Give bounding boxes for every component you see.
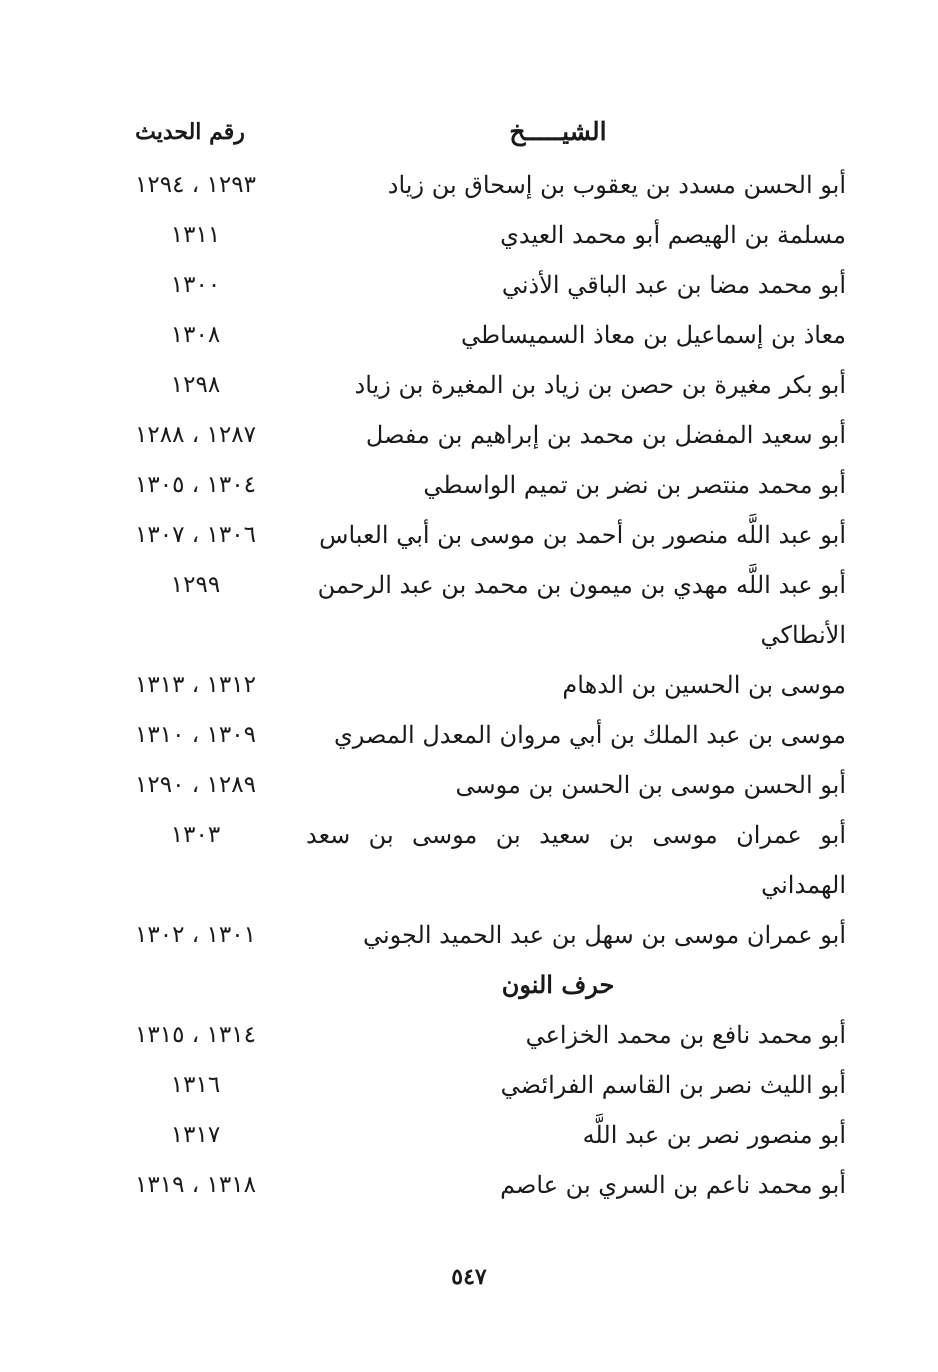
list-item (0, 360, 938, 410)
sheikh-name: أبو عمران موسى بن سعيد بن موسى بن سعد (306, 821, 846, 849)
list-item (0, 1160, 938, 1210)
sheikh-name: أبو عمران موسى بن سهل بن عبد الحميد الجوني (362, 921, 846, 949)
hadith-numbers: ١٣٠٤ ، ١٣٠٥ (135, 472, 256, 498)
hadith-numbers: ١٣١٨ ، ١٣١٩ (135, 1172, 256, 1198)
sheikh-name: موسى بن عبد الملك بن أبي مروان المعدل المصري (334, 721, 846, 749)
list-item (0, 1010, 938, 1060)
list-item (0, 410, 938, 460)
sheikh-name: أبو محمد منتصر بن نضر بن تميم الواسطي (423, 471, 846, 499)
table-header (0, 112, 938, 152)
sheikh-name: الأنطاكي (760, 621, 846, 649)
hadith-numbers: ١٢٨٧ ، ١٢٨٨ (135, 422, 256, 448)
sheikh-name: أبو محمد مضا بن عبد الباقي الأذني (501, 271, 846, 299)
hadith-number-column-heading: رقم الحديث (135, 119, 245, 145)
sheikh-name: أبو الحسن موسى بن الحسن بن موسى (455, 771, 846, 799)
list-item (0, 260, 938, 310)
hadith-numbers: ١٣١٤ ، ١٣١٥ (135, 1022, 256, 1048)
list-item (0, 210, 938, 260)
hadith-numbers: ١٢٩٩ (170, 572, 221, 598)
hadith-numbers: ١٣١٢ ، ١٣١٣ (135, 672, 256, 698)
list-item (0, 910, 938, 960)
list-item (0, 310, 938, 360)
hadith-numbers: ١٢٨٩ ، ١٢٩٠ (135, 772, 256, 798)
sheikh-name: مسلمة بن الهيصم أبو محمد العيدي (500, 221, 846, 249)
sheikh-column-heading: الشيـــــخ (509, 117, 607, 146)
list-item-continuation (0, 860, 938, 910)
sheikh-name: معاذ بن إسماعيل بن معاذ السميساطي (461, 321, 846, 349)
hadith-numbers: ١٢٩٨ (170, 372, 221, 398)
hadith-numbers: ١٣٠٦ ، ١٣٠٧ (135, 522, 256, 548)
sheikh-name: أبو سعيد المفضل بن محمد بن إبراهيم بن مفصل (365, 421, 846, 449)
hadith-numbers: ١٣٠٣ (170, 822, 221, 848)
list-item-continuation (0, 610, 938, 660)
sheikh-name: أبو محمد نافع بن محمد الخزاعي (525, 1021, 846, 1049)
sheikh-name: أبو عبد اللَّه مهدي بن ميمون بن محمد بن عبد الرحمن (317, 571, 846, 599)
list-item (0, 810, 938, 860)
list-item (0, 160, 938, 210)
sheikh-name: أبو الحسن مسدد بن يعقوب بن إسحاق بن زياد (387, 171, 846, 199)
sheikh-name: موسى بن الحسين بن الدهام (562, 671, 846, 699)
list-item (0, 710, 938, 760)
list-item (0, 510, 938, 560)
sheikh-name: الهمداني (761, 871, 846, 899)
section-heading: حرف النون (501, 970, 615, 999)
list-item (0, 1110, 938, 1160)
list-item (0, 1060, 938, 1110)
hadith-numbers: ١٣١٧ (170, 1122, 221, 1148)
sheikh-name: أبو عبد اللَّه منصور بن أحمد بن موسى بن أبي العباس (319, 521, 846, 549)
sheikh-name: أبو بكر مغيرة بن حصن بن زياد بن المغيرة بن زياد (354, 371, 846, 399)
sheikh-name: أبو منصور نصر بن عبد اللَّه (582, 1121, 846, 1149)
hadith-numbers: ١٢٩٣ ، ١٢٩٤ (135, 172, 256, 198)
section-heading-row (0, 960, 938, 1010)
sheikh-list (0, 160, 938, 1210)
hadith-numbers: ١٣١١ (170, 222, 221, 248)
hadith-numbers: ١٣٠١ ، ١٣٠٢ (135, 922, 256, 948)
hadith-numbers: ١٣١٦ (170, 1072, 221, 1098)
hadith-numbers: ١٣٠٠ (170, 272, 221, 298)
list-item (0, 660, 938, 710)
sheikh-name: أبو محمد ناعم بن السري بن عاصم (500, 1171, 846, 1199)
list-item (0, 460, 938, 510)
list-item (0, 560, 938, 610)
list-item (0, 760, 938, 810)
sheikh-name: أبو الليث نصر بن القاسم الفرائضي (500, 1071, 846, 1099)
hadith-numbers: ١٣٠٩ ، ١٣١٠ (135, 722, 256, 748)
page-number: ٥٤٧ (451, 1264, 487, 1290)
hadith-numbers: ١٣٠٨ (170, 322, 221, 348)
